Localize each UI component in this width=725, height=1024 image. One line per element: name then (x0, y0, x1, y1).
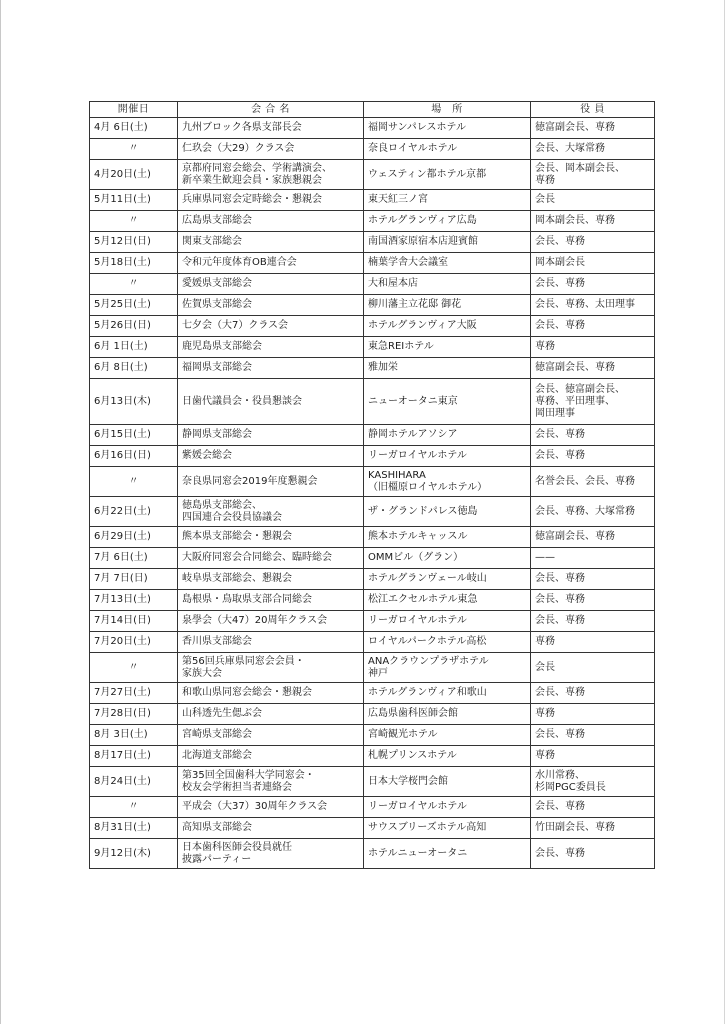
row-date: 7月 6日(土) (90, 548, 178, 569)
meeting-schedule-table (89, 101, 655, 869)
row-date: 8月24日(土) (90, 767, 178, 797)
row-place: 日本大学桜門会館 (364, 767, 531, 797)
header-officers: 役 員 (531, 102, 655, 118)
row-place: 宮崎観光ホテル (364, 725, 531, 746)
row-date: 6月22日(土) (90, 497, 178, 527)
row-officers: 会長、専務 (531, 232, 655, 253)
row-place: ホテルニューオータニ (364, 839, 531, 869)
table-row (90, 160, 655, 190)
row-meeting-name: 高知県支部総会 (178, 818, 364, 839)
row-place: 東急REIホテル (364, 337, 531, 358)
table-row (90, 316, 655, 337)
row-place: 松江エクセルホテル東急 (364, 590, 531, 611)
row-officers: 会長、専務 (531, 611, 655, 632)
table-row (90, 425, 655, 446)
table-row (90, 139, 655, 160)
row-date: 〃 (90, 797, 178, 818)
table-row (90, 379, 655, 425)
table-row (90, 118, 655, 139)
row-officers: 会長、専務 (531, 425, 655, 446)
row-place: 奈良ロイヤルホテル (364, 139, 531, 160)
row-place: ホテルグランヴェール岐山 (364, 569, 531, 590)
row-meeting-name: 和歌山県同窓会総会・懇親会 (178, 683, 364, 704)
table-row (90, 337, 655, 358)
row-date: 4月20日(土) (90, 160, 178, 190)
row-date: 7月28日(日) (90, 704, 178, 725)
row-officers: 徳富副会長、専務 (531, 527, 655, 548)
row-date: 7月 7日(日) (90, 569, 178, 590)
row-date: 6月13日(木) (90, 379, 178, 425)
row-date: 5月26日(日) (90, 316, 178, 337)
table-row (90, 211, 655, 232)
row-place: ホテルグランヴィア大阪 (364, 316, 531, 337)
row-date: 〃 (90, 139, 178, 160)
row-officers: 会長、専務 (531, 569, 655, 590)
row-officers: 岡本副会長、専務 (531, 211, 655, 232)
table-row (90, 232, 655, 253)
row-officers: 竹田副会長、専務 (531, 818, 655, 839)
row-meeting-name: 関東支部総会 (178, 232, 364, 253)
page-left-edge (0, 0, 1, 1024)
row-date: 〃 (90, 274, 178, 295)
row-place: ANAクラウンプラザホテル 神戸 (364, 653, 531, 683)
row-meeting-name: 静岡県支部総会 (178, 425, 364, 446)
row-place: リーガロイヤルホテル (364, 797, 531, 818)
row-place: 熊本ホテルキャッスル (364, 527, 531, 548)
row-officers: 徳富副会長、専務 (531, 358, 655, 379)
row-officers: 専務 (531, 337, 655, 358)
table-row (90, 797, 655, 818)
row-date: 4月 6日(土) (90, 118, 178, 139)
row-officers: 名誉会長、会長、専務 (531, 467, 655, 497)
row-place: 楠葉学舎大会議室 (364, 253, 531, 274)
row-meeting-name: 令和元年度体育OB連合会 (178, 253, 364, 274)
row-place: 札幌プリンスホテル (364, 746, 531, 767)
row-date: 5月25日(土) (90, 295, 178, 316)
row-officers: 会長、岡本副会長、 専務 (531, 160, 655, 190)
row-meeting-name: 第56回兵庫県同窓会会員・ 家族大会 (178, 653, 364, 683)
row-date: 6月15日(土) (90, 425, 178, 446)
row-meeting-name: 日本歯科医師会役員就任 披露パーティー (178, 839, 364, 869)
row-place: 柳川藩主立花邸 御花 (364, 295, 531, 316)
row-meeting-name: 愛媛県支部総会 (178, 274, 364, 295)
row-place: 広島県歯科医師会館 (364, 704, 531, 725)
table-row (90, 569, 655, 590)
row-date: 6月 8日(土) (90, 358, 178, 379)
table-row (90, 295, 655, 316)
row-place: OMMビル（グラン） (364, 548, 531, 569)
row-date: 8月17日(土) (90, 746, 178, 767)
row-date: 〃 (90, 467, 178, 497)
row-officers: 会長、専務、大塚常務 (531, 497, 655, 527)
row-date: 5月11日(土) (90, 190, 178, 211)
row-officers: 会長、専務 (531, 797, 655, 818)
row-meeting-name: 兵庫県同窓会定時総会・懇親会 (178, 190, 364, 211)
row-place: サウスブリーズホテル高知 (364, 818, 531, 839)
row-place: ウェスティン都ホテル京都 (364, 160, 531, 190)
row-date: 8月31日(土) (90, 818, 178, 839)
row-officers: 水川常務、 杉岡PGC委員長 (531, 767, 655, 797)
row-place: リーガロイヤルホテル (364, 446, 531, 467)
row-officers: —— (531, 548, 655, 569)
table-row (90, 467, 655, 497)
table-row (90, 253, 655, 274)
row-date: 7月27日(土) (90, 683, 178, 704)
header-meeting-name: 会 合 名 (178, 102, 364, 118)
row-place: ロイヤルパークホテル高松 (364, 632, 531, 653)
row-place: ザ・グランドパレス徳島 (364, 497, 531, 527)
row-place: 南国酒家原宿本店迎賓館 (364, 232, 531, 253)
row-date: 6月16日(日) (90, 446, 178, 467)
row-place: 大和屋本店 (364, 274, 531, 295)
row-meeting-name: 七夕会（大7）クラス会 (178, 316, 364, 337)
row-place: 東天紅三ノ宮 (364, 190, 531, 211)
row-officers: 会長、大塚常務 (531, 139, 655, 160)
table-row (90, 611, 655, 632)
row-meeting-name: 島根県・鳥取県支部合同総会 (178, 590, 364, 611)
table-row (90, 446, 655, 467)
row-meeting-name: 広島県支部総会 (178, 211, 364, 232)
table-row (90, 274, 655, 295)
row-officers: 会長、専務 (531, 725, 655, 746)
row-date: 5月18日(土) (90, 253, 178, 274)
row-officers: 会長、専務 (531, 274, 655, 295)
row-meeting-name: 佐賀県支部総会 (178, 295, 364, 316)
header-place: 場 所 (364, 102, 531, 118)
row-meeting-name: 九州ブロック各県支部長会 (178, 118, 364, 139)
table-row (90, 704, 655, 725)
table-row (90, 497, 655, 527)
table-row (90, 358, 655, 379)
table-row (90, 767, 655, 797)
row-officers: 会長、専務 (531, 446, 655, 467)
row-officers: 会長、専務 (531, 590, 655, 611)
table-row (90, 818, 655, 839)
row-meeting-name: 山科透先生偲ぶ会 (178, 704, 364, 725)
row-officers: 専務 (531, 746, 655, 767)
table-row (90, 653, 655, 683)
row-date: 7月13日(土) (90, 590, 178, 611)
row-officers: 徳富副会長、専務 (531, 118, 655, 139)
row-meeting-name: 香川県支部総会 (178, 632, 364, 653)
table-row (90, 725, 655, 746)
row-meeting-name: 鹿児島県支部総会 (178, 337, 364, 358)
row-place: ホテルグランヴィア和歌山 (364, 683, 531, 704)
row-officers: 会長 (531, 190, 655, 211)
row-date: 〃 (90, 211, 178, 232)
table-row (90, 190, 655, 211)
row-date: 〃 (90, 653, 178, 683)
table-header-row (90, 102, 655, 118)
row-date: 6月29日(土) (90, 527, 178, 548)
row-place: ホテルグランヴィア広島 (364, 211, 531, 232)
row-date: 8月 3日(土) (90, 725, 178, 746)
row-date: 7月14日(日) (90, 611, 178, 632)
header-date: 開催日 (90, 102, 178, 118)
row-place: KASHIHARA （旧橿原ロイヤルホテル） (364, 467, 531, 497)
row-place: 雅加栄 (364, 358, 531, 379)
row-meeting-name: 北海道支部総会 (178, 746, 364, 767)
row-meeting-name: 徳島県支部総会、 四国連合会役員協議会 (178, 497, 364, 527)
row-officers: 会長、専務 (531, 839, 655, 869)
row-officers: 会長、専務 (531, 683, 655, 704)
row-date: 5月12日(日) (90, 232, 178, 253)
row-meeting-name: 福岡県支部総会 (178, 358, 364, 379)
row-officers: 会長、徳富副会長、 専務、平田理事、 岡田理事 (531, 379, 655, 425)
table-row (90, 590, 655, 611)
row-meeting-name: 平成会（大37）30周年クラス会 (178, 797, 364, 818)
row-meeting-name: 泉學会（大47）20周年クラス会 (178, 611, 364, 632)
row-meeting-name: 大阪府同窓会合同総会、臨時総会 (178, 548, 364, 569)
table-row (90, 746, 655, 767)
row-officers: 岡本副会長 (531, 253, 655, 274)
table-row (90, 632, 655, 653)
row-meeting-name: 奈良県同窓会2019年度懇親会 (178, 467, 364, 497)
row-meeting-name: 京都府同窓会総会、学術講演会、 新卒業生歓迎会員・家族懇親会 (178, 160, 364, 190)
row-meeting-name: 岐阜県支部総会、懇親会 (178, 569, 364, 590)
table-row (90, 548, 655, 569)
row-officers: 専務 (531, 632, 655, 653)
row-place: ニューオータニ東京 (364, 379, 531, 425)
table-row (90, 839, 655, 869)
row-officers: 会長、専務、太田理事 (531, 295, 655, 316)
row-date: 6月 1日(土) (90, 337, 178, 358)
row-date: 9月12日(木) (90, 839, 178, 869)
row-place: リーガロイヤルホテル (364, 611, 531, 632)
row-meeting-name: 熊本県支部総会・懇親会 (178, 527, 364, 548)
row-meeting-name: 日歯代議員会・役員懇談会 (178, 379, 364, 425)
row-place: 静岡ホテルアソシア (364, 425, 531, 446)
row-meeting-name: 第35回全国歯科大学同窓会・ 校友会学術担当者連絡会 (178, 767, 364, 797)
row-meeting-name: 宮崎県支部総会 (178, 725, 364, 746)
row-officers: 専務 (531, 704, 655, 725)
row-officers: 会長、専務 (531, 316, 655, 337)
row-date: 7月20日(土) (90, 632, 178, 653)
row-officers: 会長 (531, 653, 655, 683)
row-meeting-name: 仁玖会（大29）クラス会 (178, 139, 364, 160)
table-row (90, 527, 655, 548)
row-meeting-name: 紫媛会総会 (178, 446, 364, 467)
table-row (90, 683, 655, 704)
row-place: 福岡サンパレスホテル (364, 118, 531, 139)
